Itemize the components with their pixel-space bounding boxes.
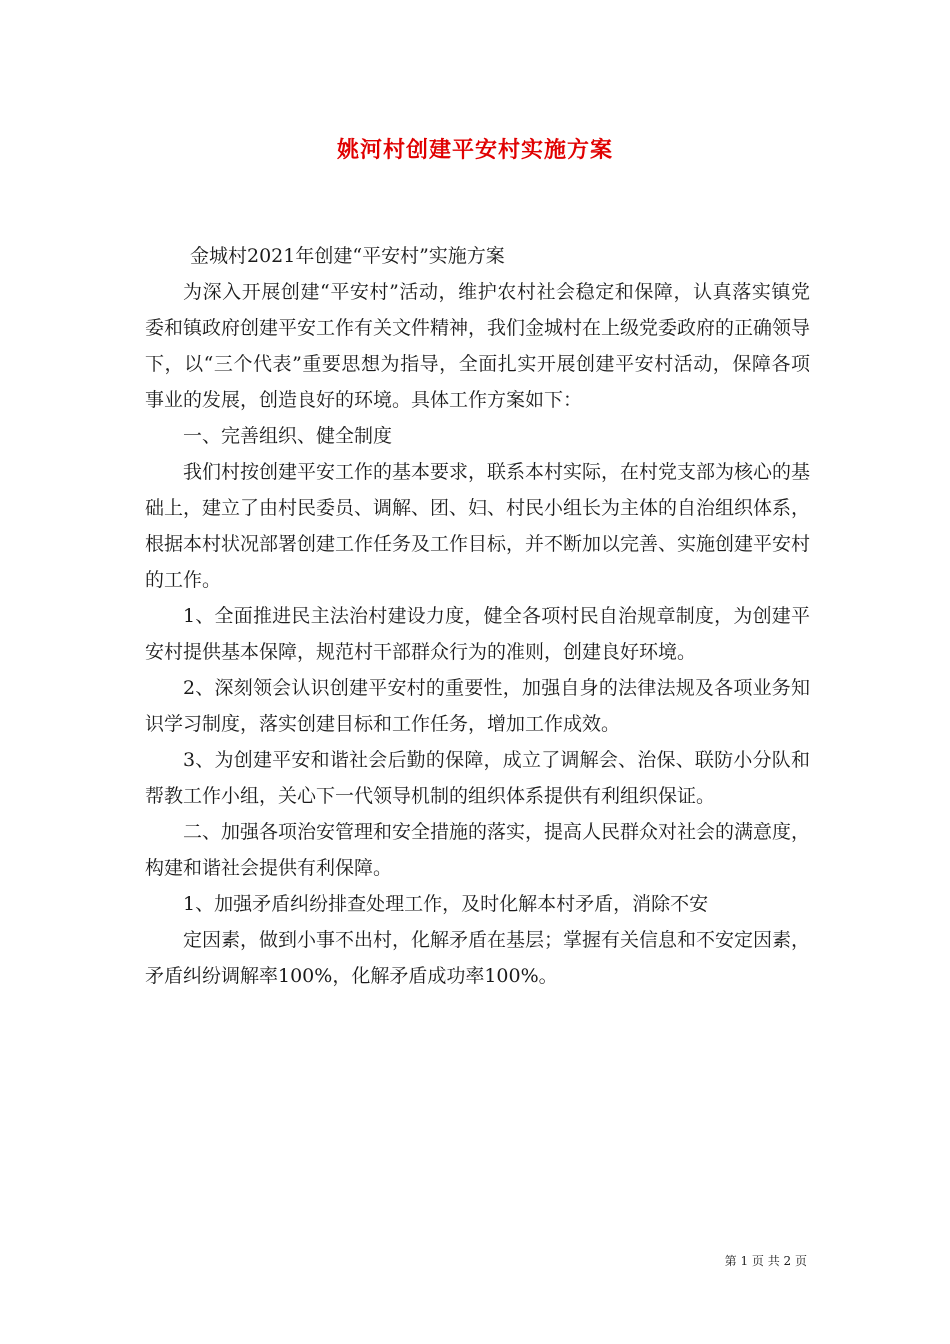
document-subtitle: 金城村2021年创建“平安村”实施方案 — [190, 245, 505, 267]
list-item: 2、深刻领会认识创建平安村的重要性，加强自身的法律法规及各项业务知识学习制度，落实创建目标和工作任务，增加工作成效。 — [145, 677, 810, 735]
document-title: 姚河村创建平安村实施方案 — [336, 137, 613, 163]
section-heading-1: 一、完善组织、健全制度 — [183, 425, 393, 447]
document-body — [145, 238, 810, 994]
list-item: 1、全面推进民主法治村建设力度，健全各项村民自治规章制度，为创建平安村提供基本保障，规范村干部群众行为的准则，创建良好环境。 — [145, 605, 810, 663]
page-number-label: 第 1 页 共 2 页 — [724, 1254, 807, 1268]
paragraph: 定因素，做到小事不出村，化解矛盾在基层；掌握有关信息和不安定因素，矛盾纠纷调解率100%，化解矛盾成功率100%。 — [145, 929, 811, 987]
list-item: 3、为创建平安和谐社会后勤的保障，成立了调解会、治保、联防小分队和帮教工作小组，关心下一代领导机制的组织体系提供有利组织保证。 — [145, 749, 810, 807]
paragraph: 我们村按创建平安工作的基本要求，联系本村实际，在村党支部为核心的基础上，建立了由村民委员、调解、团、妇、村民小组长为主体的自治组织体系，根据本村状况部署创建工作任务及工作目标，并不断加以完善、实施创建平安村的工作。 — [145, 461, 811, 591]
list-item: 1、加强矛盾纠纷排查处理工作，及时化解本村矛盾，消除不安 — [183, 893, 709, 915]
paragraph-intro: 为深入开展创建“平安村”活动，维护农村社会稳定和保障，认真落实镇党委和镇政府创建平安工作有关文件精神，我们金城村在上级党委政府的正确领导下，以“三个代表”重要思想为指导，全面扎实开展创建平安村活动，保障各项事业的发展，创造良好的环境。具体工作方案如下： — [145, 281, 811, 411]
section-heading-2: 二、加强各项治安管理和安全措施的落实，提高人民群众对社会的满意度，构建和谐社会提供有利保障。 — [145, 821, 811, 879]
page-number — [725, 1252, 807, 1269]
